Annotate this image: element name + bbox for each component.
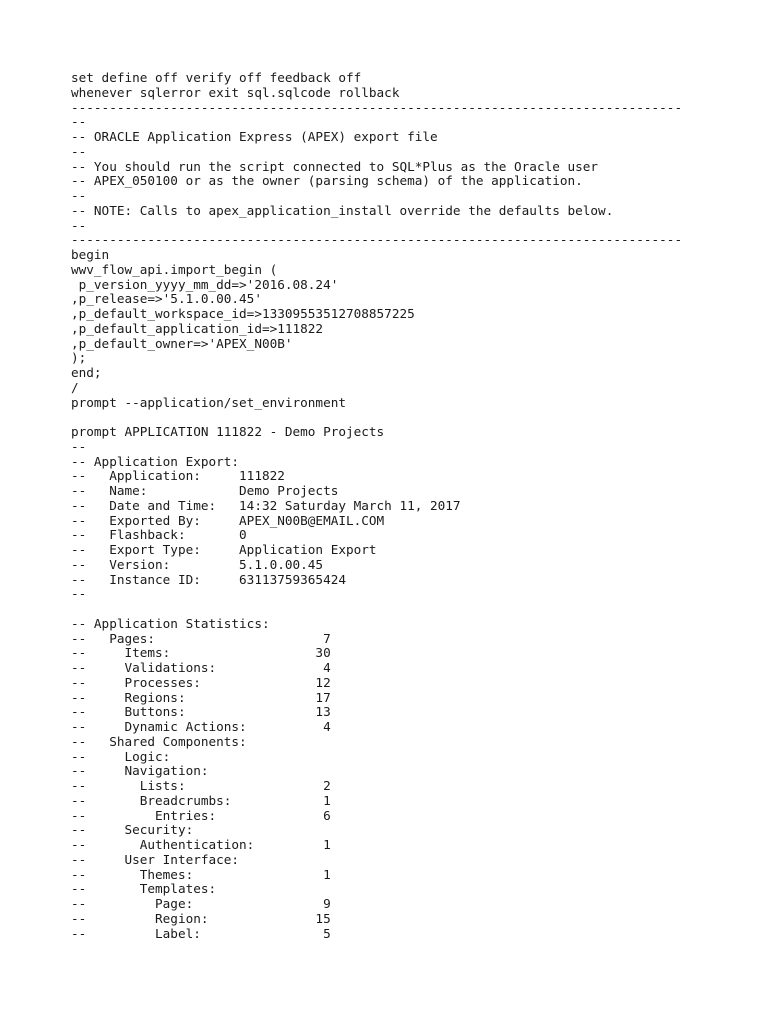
- statistics-line: -- Navigation:: [71, 763, 209, 779]
- export-info-line: -- Exported By: APEX_N00B@EMAIL.COM: [71, 512, 385, 528]
- sql-export-script: [71, 71, 768, 941]
- export-info-line: -- Date and Time: 14:32 Saturday March 11, 2017: [71, 497, 461, 513]
- export-info-line: -- Version: 5.1.0.00.45: [71, 556, 324, 572]
- blank-line: [71, 602, 768, 617]
- comment-line: -- Application Statistics:: [71, 615, 270, 631]
- statistics-line: -- Label: 5: [71, 925, 331, 941]
- statistics-line: -- Regions: 17: [71, 689, 331, 705]
- statistics-line: -- Authentication: 1: [71, 837, 331, 852]
- code-line: ,p_release=>'5.1.0.00.45': [71, 291, 262, 307]
- comment-line: --: [71, 188, 87, 203]
- comment-line: -- ORACLE Application Express (APEX) export file: [71, 129, 438, 144]
- comment-line: -- NOTE: Calls to apex_application_install override the defaults below.: [71, 202, 614, 218]
- separator-line: --------------------------------------------------------------------------------: [71, 99, 683, 115]
- code-line: whenever sqlerror exit sql.sqlcode rollback: [71, 84, 400, 100]
- statistics-line: -- Dynamic Actions: 4: [71, 719, 331, 734]
- comment-line: -- Application Export:: [71, 453, 240, 469]
- code-line: p_version_yyyy_mm_dd=>'2016.08.24': [71, 276, 339, 292]
- code-line: begin: [71, 247, 110, 262]
- code-line: ,p_default_application_id=>111822: [71, 320, 324, 336]
- code-line: set define off verify off feedback off: [71, 70, 362, 85]
- comment-line: --: [71, 114, 87, 130]
- code-line: prompt APPLICATION 111822 - Demo Projects: [71, 424, 385, 439]
- comment-line: --: [71, 586, 87, 602]
- code-line: ,p_default_owner=>'APEX_N00B': [71, 335, 293, 351]
- comment-line: --: [71, 438, 87, 454]
- export-info-line: -- Instance ID: 63113759365424: [71, 571, 346, 587]
- statistics-line: -- Pages: 7: [71, 630, 331, 646]
- comment-line: -- You should run the script connected to SQL*Plus as the Oracle user: [71, 158, 599, 174]
- statistics-line: -- Templates:: [71, 881, 217, 897]
- separator-line: --------------------------------------------------------------------------------: [71, 232, 683, 248]
- comment-line: --: [71, 217, 87, 233]
- statistics-line: -- Shared Components:: [71, 733, 247, 749]
- code-line: wwv_flow_api.import_begin (: [71, 261, 278, 277]
- code-line: );: [71, 350, 87, 366]
- code-line: prompt --application/set_environment: [71, 394, 346, 410]
- export-info-line: -- Flashback: 0: [71, 527, 247, 543]
- code-line: ,p_default_workspace_id=>13309553512708857225: [71, 306, 415, 321]
- blank-line: [71, 410, 768, 425]
- export-info-line: -- Export Type: Application Export: [71, 542, 377, 557]
- export-info-line: -- Application: 111822: [71, 468, 285, 484]
- export-info-line: -- Name: Demo Projects: [71, 483, 339, 498]
- comment-line: --: [71, 143, 87, 159]
- statistics-line: -- Lists: 2: [71, 778, 331, 793]
- statistics-line: -- Buttons: 13: [71, 704, 331, 720]
- statistics-line: -- Themes: 1: [71, 866, 331, 882]
- statistics-line: -- Breadcrumbs: 1: [71, 792, 331, 808]
- comment-line: -- APEX_050100 or as the owner (parsing schema) of the application.: [71, 173, 583, 189]
- statistics-line: -- Region: 15: [71, 910, 331, 926]
- code-line: /: [71, 379, 79, 395]
- statistics-line: -- Items: 30: [71, 645, 331, 661]
- statistics-line: -- Security:: [71, 822, 194, 838]
- statistics-line: -- Processes: 12: [71, 674, 331, 690]
- statistics-line: -- Entries: 6: [71, 807, 331, 823]
- code-line: end;: [71, 365, 102, 380]
- statistics-line: -- User Interface:: [71, 851, 240, 867]
- statistics-line: -- Logic:: [71, 748, 171, 764]
- statistics-line: -- Page: 9: [71, 896, 331, 911]
- statistics-line: -- Validations: 4: [71, 660, 331, 675]
